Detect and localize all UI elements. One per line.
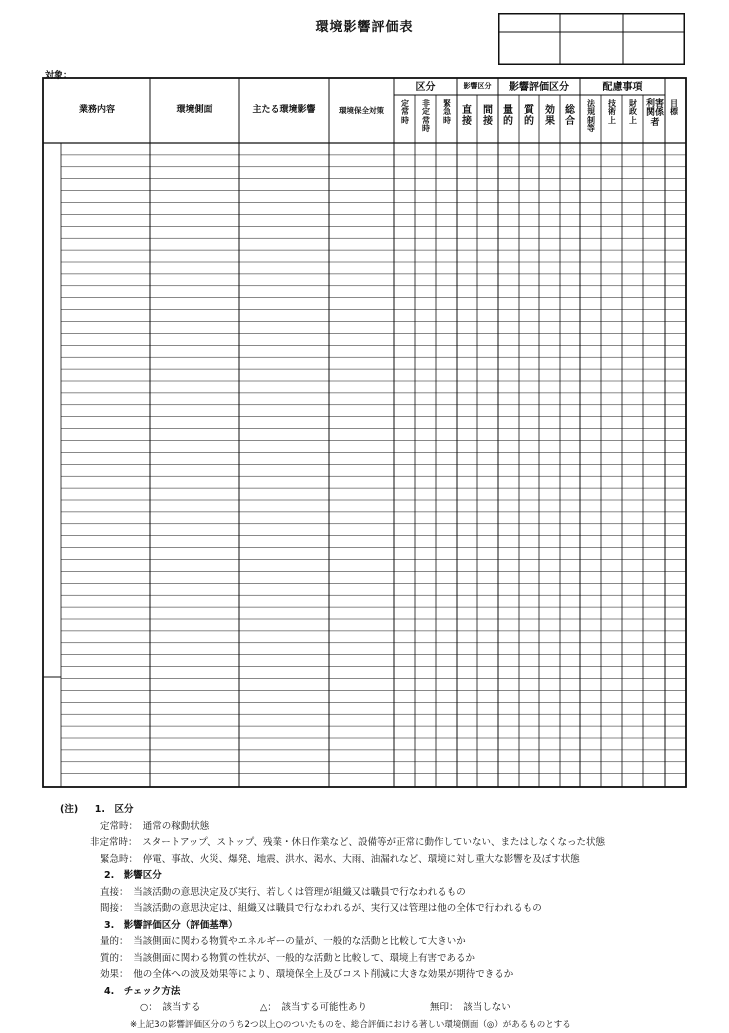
note-koka: 効果： 他の全体への波及効果等により、環境保全上及びコスト削減に大きな効果が期待できるか xyxy=(60,967,720,984)
header-business: 業務内容 xyxy=(44,106,150,116)
note-teijo: 定常時： 通常の稼動状態 xyxy=(60,819,720,836)
note-shitsuteki: 質的： 当該側面に関わる物質の性状が、一般的な活動と比較して、環境上有害であるか xyxy=(60,951,720,968)
header-chokusetsu: 直接 xyxy=(460,106,474,127)
header-teijo: 定常時 xyxy=(398,100,412,125)
header-rigai: 利害関係者 xyxy=(646,100,664,128)
header-sogo: 総合 xyxy=(563,106,577,127)
target-label: 対象： xyxy=(45,68,72,81)
header-group-eikyo: 影響区分 xyxy=(457,83,498,91)
header-ryoteki: 量的 xyxy=(501,106,515,127)
notes-section xyxy=(60,802,720,1033)
note-kansetsu: 間接： 当該活動の意思決定は、組織又は職員で行なわれるが、実行又は管理は他の全体で行われるもの xyxy=(60,901,720,918)
header-group-kubun: 区分 xyxy=(394,82,457,93)
header-aspect: 環境側面 xyxy=(150,106,239,116)
header-group-hyoka: 影響評価区分 xyxy=(498,82,580,93)
header-group-hairyo: 配慮事項 xyxy=(580,82,665,93)
note-check-maru: ○： 該当する xyxy=(140,1000,260,1017)
note-remark: ※上記3の影響評価区分のうち2つ以上○のついたものを、総合評価における著しい環境側面（◎）があるものとする xyxy=(60,1017,720,1033)
header-hiteijo: 非定常時 xyxy=(419,100,433,134)
note-chokusetsu: 直接： 当該活動の意思決定及び実行、若しくは管理が組織又は職員で行なわれるもの xyxy=(60,885,720,902)
table-border xyxy=(43,78,686,787)
note-hiteijo: 非定常時： スタートアップ、ストップ、残業・休日作業など、設備等が正常に動作していない、またはしなくなった状態 xyxy=(60,835,720,852)
notes-section-4-title: 4. チェック方法 xyxy=(60,984,720,1001)
header-measure: 環境保全対策 xyxy=(329,107,394,115)
notes-section-1-title: (注) 1. 区分 xyxy=(60,802,720,819)
header-kansetsu: 間接 xyxy=(481,106,495,127)
header-gijutsu: 技術上 xyxy=(605,100,619,125)
note-check-methods xyxy=(60,1000,720,1017)
note-check-sankaku: △： 該当する可能性あり xyxy=(260,1000,430,1017)
page-title: 環境影響評価表 xyxy=(0,16,729,35)
header-mokuhyo: 目標 xyxy=(667,100,681,117)
note-kinkyu: 緊急時： 停電、事故、火災、爆発、地震、洪水、渇水、大雨、油漏れなど、環境に対し重大な影響を及ぼす状態 xyxy=(60,852,720,869)
header-koka: 効果 xyxy=(543,106,557,127)
header-shitsuteki: 質的 xyxy=(522,106,536,127)
note-ryoteki: 量的： 当該側面に関わる物質やエネルギーの量が、一般的な活動と比較して大きいか xyxy=(60,934,720,951)
notes-section-2-title: 2. 影響区分 xyxy=(60,868,720,885)
header-impact: 主たる環境影響 xyxy=(239,106,329,116)
header-kinkyu: 緊急時 xyxy=(440,100,454,125)
header-hoki: 法規制等 xyxy=(584,100,598,134)
notes-label: (注) xyxy=(60,804,78,815)
header-zaisei: 財政上 xyxy=(626,100,640,125)
notes-section-3-title: 3. 影響評価区分（評価基準） xyxy=(60,918,720,935)
note-check-mujirushi: 無印： 該当しない xyxy=(430,1002,511,1013)
